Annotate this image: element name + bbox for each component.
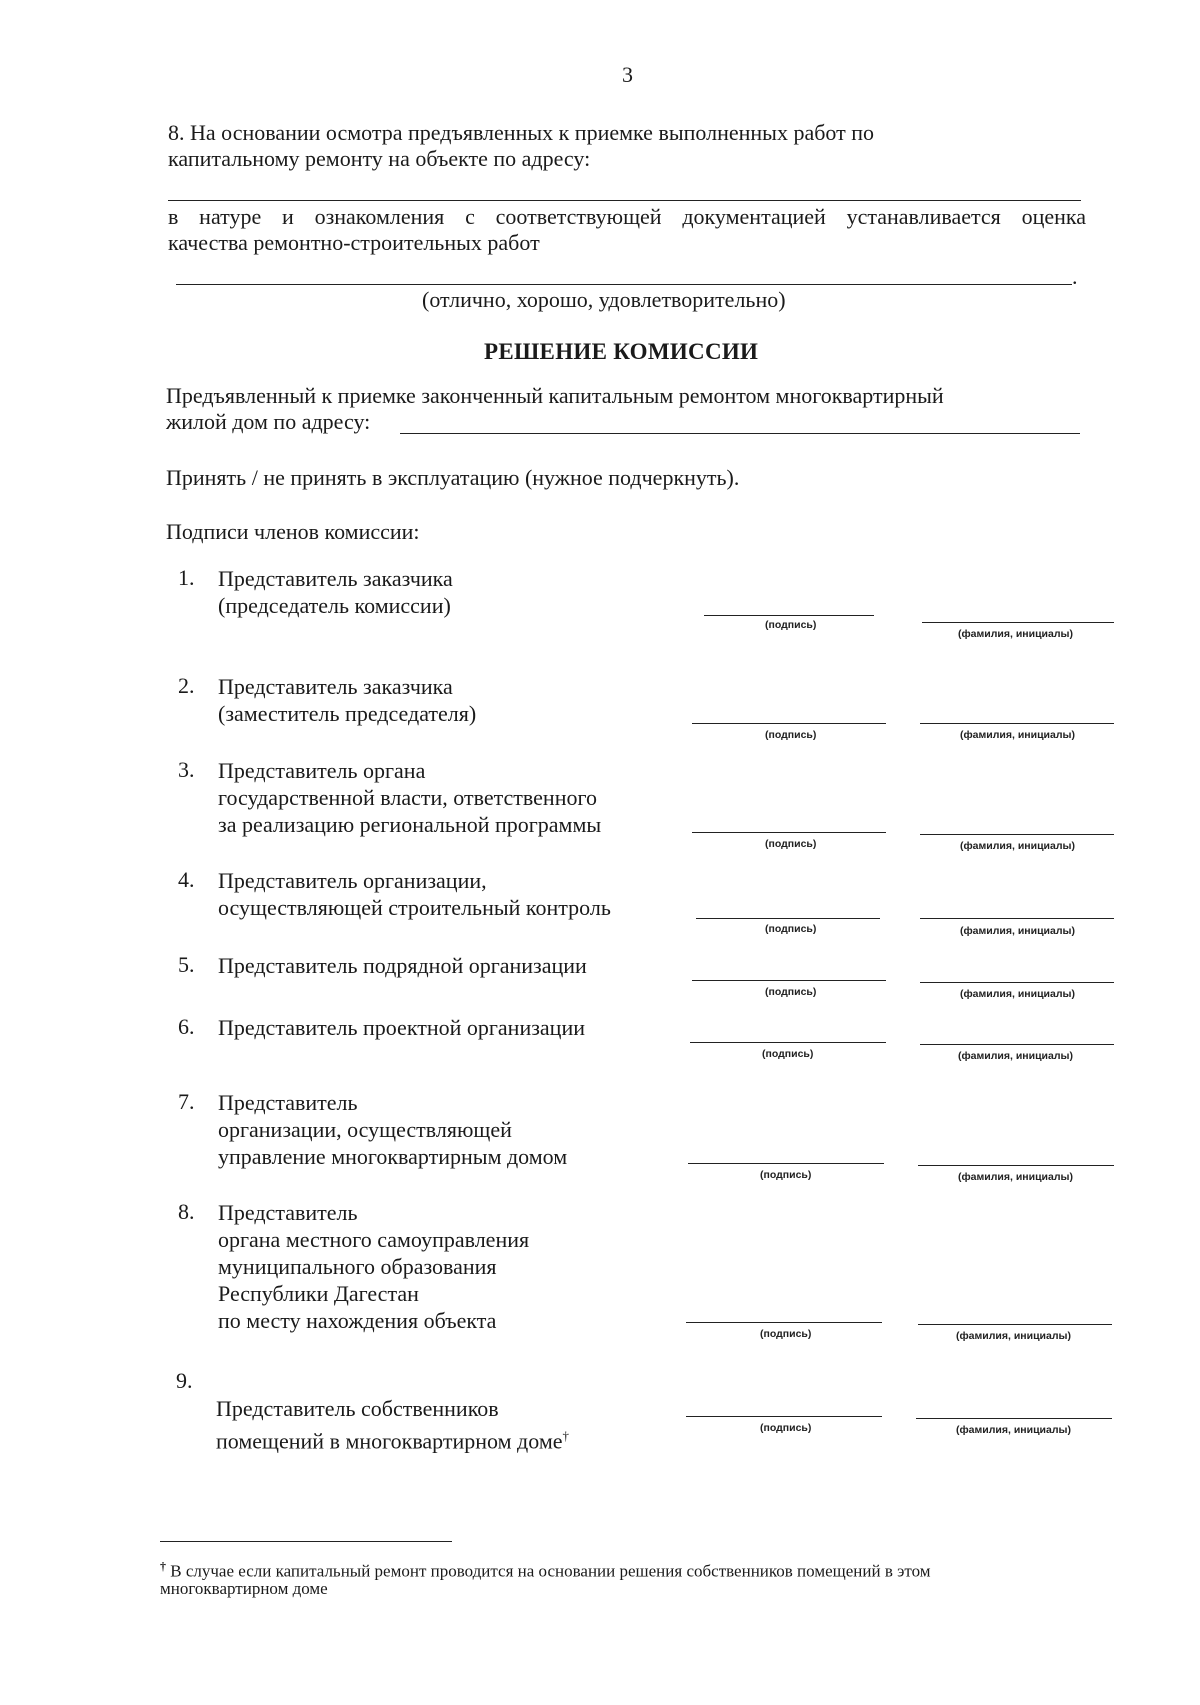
quality-line-end-dot: .	[1072, 264, 1078, 289]
member-title-text: Представитель собственников помещений в многоквартирном доме	[216, 1396, 563, 1454]
member-number: 6.	[178, 1014, 195, 1039]
signature-line	[692, 980, 886, 981]
section8-line3: в натуре и ознакомления с соответствующей документацией устанавливается оценка	[168, 204, 1086, 229]
name-caption: (фамилия, инициалы)	[956, 1424, 1071, 1436]
footnote-separator	[160, 1541, 452, 1542]
member-number: 1.	[178, 565, 195, 590]
member-title: Представитель заказчика (председатель комиссии)	[218, 566, 453, 618]
accept-instruction: Принять / не принять в эксплуатацию (нужное подчеркнуть).	[166, 465, 740, 490]
footnote-text: В случае если капитальный ремонт проводится на основании решения собственников помещений в этом	[166, 1561, 931, 1581]
name-caption: (фамилия, инициалы)	[958, 1050, 1073, 1062]
signature-caption: (подпись)	[765, 986, 817, 998]
quality-hint: (отлично, хорошо, удовлетворительно)	[422, 287, 786, 312]
signature-line	[692, 832, 886, 833]
footnote-reference: †	[562, 1428, 570, 1443]
name-caption: (фамилия, инициалы)	[960, 729, 1075, 741]
signature-caption: (подпись)	[762, 1048, 814, 1060]
signature-caption: (подпись)	[765, 923, 817, 935]
page-number: 3	[622, 62, 633, 87]
member-number: 4.	[178, 867, 195, 892]
signatures-heading: Подписи членов комиссии:	[166, 519, 420, 544]
name-caption: (фамилия, инициалы)	[960, 925, 1075, 937]
member-title: Представитель органа государственной власти, ответственного за реализацию региональной программы	[218, 758, 602, 837]
name-line	[920, 723, 1114, 724]
signature-caption: (подпись)	[760, 1328, 812, 1340]
member-number: 5.	[178, 952, 195, 977]
name-line	[918, 1324, 1112, 1325]
quality-blank-line	[176, 284, 1072, 285]
signature-line	[692, 723, 886, 724]
footnote-mark: †	[160, 1559, 166, 1573]
member-number: 9.	[176, 1368, 193, 1393]
decision-title: РЕШЕНИЕ КОМИССИИ	[484, 339, 759, 364]
name-line	[920, 918, 1114, 919]
footnote-line2: многоквартирном доме	[160, 1579, 328, 1598]
name-line	[922, 622, 1114, 623]
name-line	[918, 1165, 1114, 1166]
signature-line	[686, 1322, 882, 1323]
signature-line	[696, 918, 880, 919]
signature-caption: (подпись)	[765, 619, 817, 631]
signature-caption: (подпись)	[760, 1422, 812, 1434]
name-caption: (фамилия, инициалы)	[960, 988, 1075, 1000]
name-line	[920, 1044, 1114, 1045]
signature-line	[690, 1042, 886, 1043]
section8-line1: 8. На основании осмотра предъявленных к приемке выполненных работ по	[168, 120, 874, 145]
signature-caption: (подпись)	[765, 729, 817, 741]
member-title	[216, 1368, 569, 1454]
member-number: 7.	[178, 1089, 195, 1114]
signature-line	[686, 1416, 882, 1417]
signature-line	[704, 615, 874, 616]
signature-caption: (подпись)	[765, 838, 817, 850]
signature-caption: (подпись)	[760, 1169, 812, 1181]
name-caption: (фамилия, инициалы)	[960, 840, 1075, 852]
name-line	[916, 1418, 1112, 1419]
name-caption: (фамилия, инициалы)	[956, 1330, 1071, 1342]
member-title: Представитель подрядной организации	[218, 953, 587, 978]
member-title: Представитель организации, осуществляющей строительный контроль	[218, 868, 611, 920]
name-line	[920, 982, 1114, 983]
signature-line	[688, 1163, 884, 1164]
member-title: Представитель организации, осуществляющей управление многоквартирным домом	[218, 1090, 568, 1169]
section8-line4: качества ремонтно-строительных работ	[168, 230, 540, 255]
member-title: Представитель проектной организации	[218, 1015, 585, 1040]
name-caption: (фамилия, инициалы)	[958, 1171, 1073, 1183]
member-number: 3.	[178, 757, 195, 782]
decision-line2: жилой дом по адресу:	[166, 409, 371, 434]
house-address-blank-line	[400, 433, 1080, 434]
address-blank-line	[168, 200, 1081, 201]
name-line	[920, 834, 1114, 835]
name-caption: (фамилия, инициалы)	[958, 628, 1073, 640]
member-number: 2.	[178, 673, 195, 698]
decision-line1: Предъявленный к приемке законченный капитальным ремонтом многоквартирный	[166, 383, 944, 408]
member-title: Представитель заказчика (заместитель председателя)	[218, 674, 477, 726]
member-title: Представитель органа местного самоуправления муниципального образования Республики Дагестан по месту нахождения объекта	[218, 1200, 530, 1333]
section8-line2: капитальному ремонту на объекте по адресу:	[168, 146, 591, 171]
member-number: 8.	[178, 1199, 195, 1224]
